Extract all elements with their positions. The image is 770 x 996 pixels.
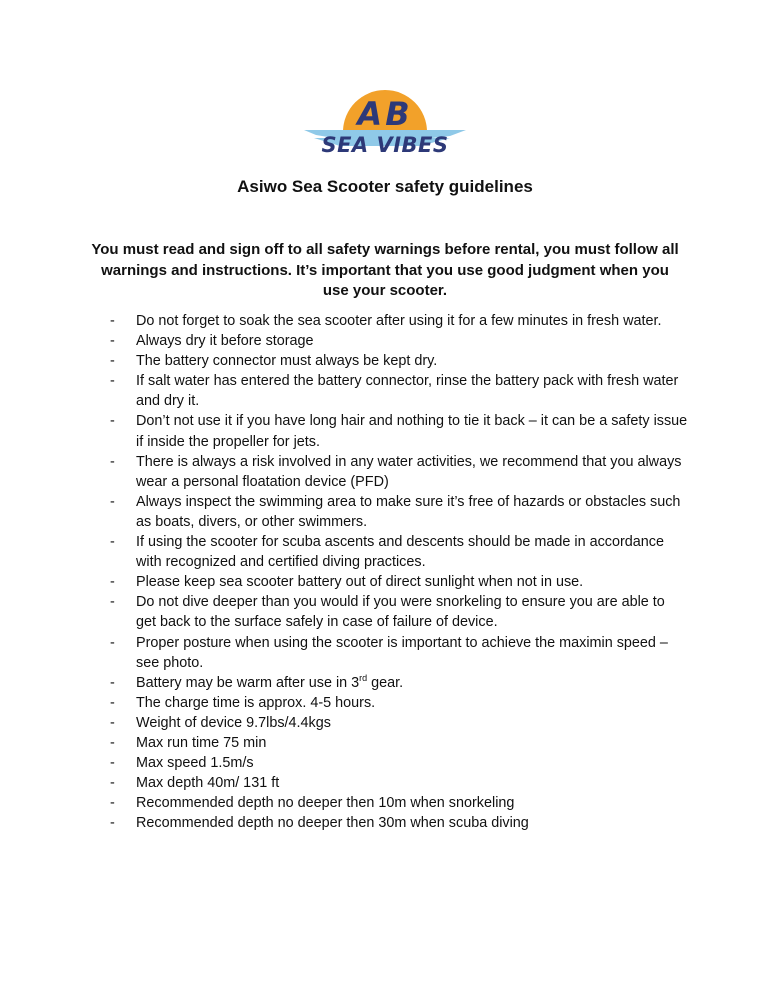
list-item-text: Weight of device 9.7lbs/4.4kgs [136, 714, 331, 731]
bullet-dash: - [110, 674, 115, 691]
guidelines-list [108, 311, 688, 833]
list-item [108, 371, 688, 411]
list-item-text: If using the scooter for scuba ascents and descents should be made in accordance with recognized and certified diving practices. [136, 534, 664, 571]
list-item-text: Max depth 40m/ 131 ft [136, 775, 280, 792]
list-item-text: If salt water has entered the battery connector, rinse the battery pack with fresh water and dry it. [136, 373, 679, 410]
gear-text-after: gear. [367, 674, 404, 691]
list-item-text: Don’t not use it if you have long hair and nothing to tie it back – it can be a safety issue if inside the propeller for jets. [136, 413, 688, 450]
list-item [108, 753, 688, 773]
bullet-dash: - [110, 755, 115, 772]
list-item [108, 452, 688, 492]
bullet-dash: - [110, 574, 115, 591]
bullet-dash: - [110, 714, 115, 731]
list-item-text: Proper posture when using the scooter is important to achieve the maximin speed – see photo. [136, 634, 668, 671]
list-item-text: The charge time is approx. 4-5 hours. [136, 694, 376, 711]
list-item [108, 492, 688, 532]
bullet-dash: - [110, 815, 115, 832]
list-item [108, 713, 688, 733]
bullet-dash: - [110, 594, 115, 611]
list-item [108, 351, 688, 371]
list-item [108, 693, 688, 713]
gear-text-before: Battery may be warm after use in 3 [136, 674, 360, 691]
list-item [108, 793, 688, 813]
bullet-dash: - [110, 534, 115, 551]
list-item [108, 633, 688, 673]
list-item-text: Do not dive deeper than you would if you were snorkeling to ensure you are able to get back to the surface safely in case of failure of device. [136, 594, 665, 631]
intro-paragraph: You must read and sign off to all safety warnings before rental, you must follow all warnings and instructions. It’s important that you use good judgment when you use your scooter. [91, 241, 679, 299]
list-item [108, 813, 688, 833]
bullet-dash: - [110, 493, 115, 510]
bullet-dash: - [110, 333, 115, 350]
list-item-text: Do not forget to soak the sea scooter after using it for a few minutes in fresh water. [136, 313, 662, 329]
list-item [108, 311, 688, 331]
list-item [108, 572, 688, 592]
list-item-gear [108, 673, 688, 693]
bullet-dash: - [110, 634, 115, 651]
list-item-text: Always inspect the swimming area to make sure it’s free of hazards or obstacles such as boats, divers, or other swimmers. [136, 493, 681, 530]
list-item-text: Please keep sea scooter battery out of direct sunlight when not in use. [136, 574, 584, 591]
sea-vibes-logo [300, 86, 470, 166]
list-item-text: Always dry it before storage [136, 333, 314, 350]
logo-letters: AB [357, 95, 413, 133]
list-item-text: There is always a risk involved in any water activities, we recommend that you always wear a personal floatation device (PFD) [136, 453, 682, 490]
list-item [108, 411, 688, 451]
gear-ordinal-suffix: rd [359, 672, 368, 683]
list-item-text: Recommended depth no deeper then 30m when scuba diving [136, 815, 529, 832]
bullet-dash: - [110, 775, 115, 792]
bullet-dash: - [110, 795, 115, 812]
page-title: Asiwo Sea Scooter safety guidelines [237, 177, 533, 196]
bullet-dash: - [110, 353, 115, 370]
logo-brand: SEA VIBES [321, 133, 449, 157]
bullet-dash: - [110, 313, 115, 329]
list-item [108, 733, 688, 753]
list-item-text: Recommended depth no deeper then 10m when snorkeling [136, 795, 515, 812]
list-item-text: Max speed 1.5m/s [136, 755, 254, 772]
bullet-dash: - [110, 373, 115, 390]
bullet-dash: - [110, 413, 115, 430]
list-item [108, 331, 688, 351]
bullet-dash: - [110, 734, 115, 751]
list-item [108, 532, 688, 572]
list-item-text: The battery connector must always be kept dry. [136, 353, 438, 370]
list-item [108, 592, 688, 632]
bullet-dash: - [110, 694, 115, 711]
list-item [108, 773, 688, 793]
bullet-dash: - [110, 453, 115, 470]
list-item-text: Max run time 75 min [136, 734, 267, 751]
